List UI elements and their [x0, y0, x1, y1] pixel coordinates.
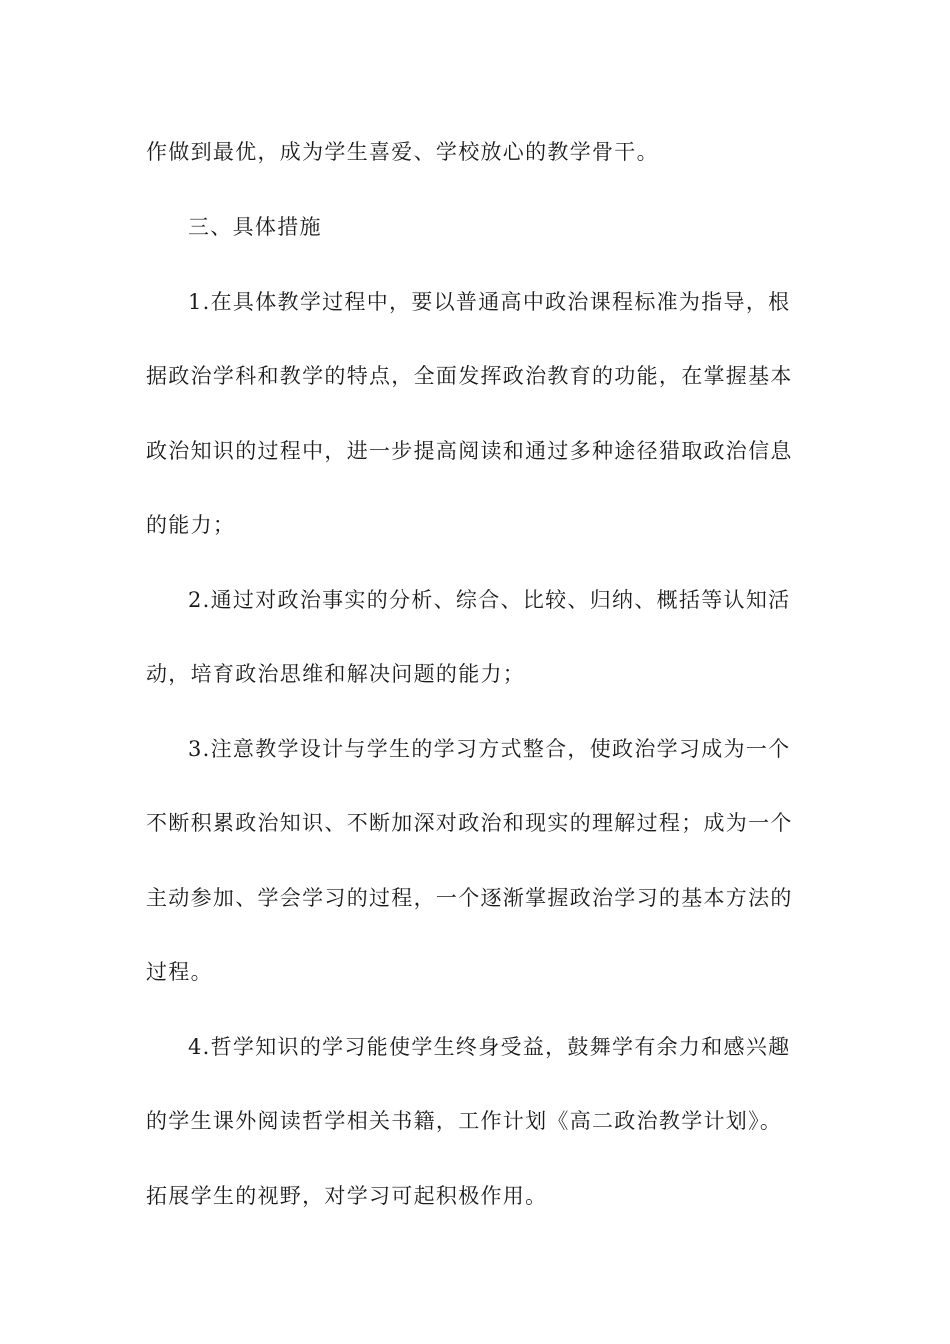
- paragraph-line: 的学生课外阅读哲学相关书籍，工作计划《高二政治教学计划》。: [146, 1109, 783, 1133]
- paragraph-line: 1.在具体教学过程中，要以普通高中政治课程标准为指导，根: [188, 290, 791, 314]
- paragraph-line: 4.哲学知识的学习能使学生终身受益，鼓舞学有余力和感兴趣: [188, 1035, 791, 1059]
- section-heading: 三、具体措施: [188, 215, 322, 239]
- paragraph-line: 3.注意教学设计与学生的学习方式整合，使政治学习成为一个: [188, 737, 791, 761]
- paragraph-line: 2.通过对政治事实的分析、综合、比较、归纳、概括等认知活: [188, 588, 791, 612]
- paragraph-line: 的能力；: [146, 513, 236, 537]
- paragraph-line: 政治知识的过程中，进一步提高阅读和通过多种途径猎取政治信息: [146, 439, 793, 463]
- paragraph-line: 不断积累政治知识、不断加深对政治和现实的理解过程；成为一个: [146, 811, 793, 835]
- paragraph-line: 据政治学科和教学的特点，全面发挥政治教育的功能，在掌握基本: [146, 364, 793, 388]
- paragraph-line: 作做到最优，成为学生喜爱、学校放心的教学骨干。: [146, 140, 659, 164]
- paragraph-line: 主动参加、学会学习的过程，一个逐渐掌握政治学习的基本方法的: [146, 886, 793, 910]
- paragraph-line: 动，培育政治思维和解决问题的能力；: [146, 662, 526, 686]
- paragraph-line: 过程。: [146, 960, 213, 984]
- paragraph-line: 拓展学生的视野，对学习可起积极作用。: [146, 1184, 548, 1208]
